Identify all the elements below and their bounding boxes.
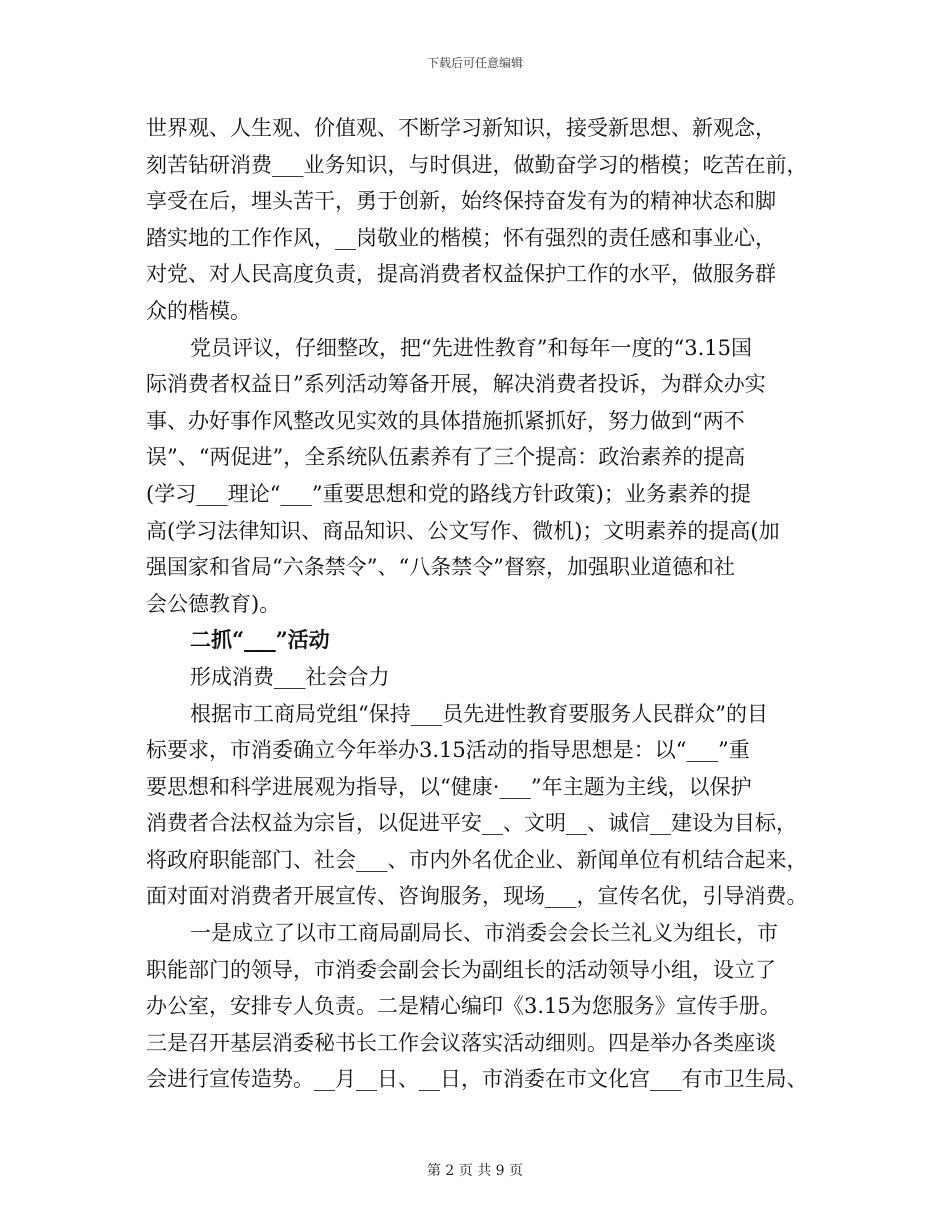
text-line: 际消费者权益日”系列活动筹备开展，解决消费者投诉，为群众办实 bbox=[146, 372, 766, 397]
text-line: 消费者合法权益为宗旨，以促进平安__、文明__、诚信__建设为目标， bbox=[146, 811, 797, 836]
document-body bbox=[146, 110, 826, 1098]
text-line: 职能部门的领导，市消委会副会长为副组长的活动领导小组，设立了 bbox=[146, 957, 776, 982]
text-line: 会进行宣传造势。__月__日、__日，市消委在市文化宫___有市卫生局、 bbox=[146, 1067, 808, 1092]
text-line: 会公德教育)。 bbox=[146, 591, 281, 616]
text-line: 众的楷模。 bbox=[146, 298, 251, 323]
text-line: 享受在后，埋头苦干，勇于创新，始终保持奋发有为的精神状态和脚 bbox=[146, 189, 776, 214]
text-line: 强国家和省局“六条禁令”、“八条禁令”督察，加强职业道德和社 bbox=[146, 555, 735, 580]
text-line: 误”、“两促进”，全系统队伍素养有了三个提高：政治素养的提高 bbox=[146, 445, 746, 470]
paragraph-start-line: 一是成立了以市工商局副局长、市消委会会长兰礼义为组长，市 bbox=[190, 921, 778, 946]
text-line: 事、办好事作风整改见实效的具体措施抓紧抓好，努力做到“两不 bbox=[146, 408, 745, 433]
paragraph-start-line: 党员评议，仔细整改，把“先进性教育”和每年一度的“3.15国 bbox=[190, 335, 752, 360]
text-line: 面对面对消费者开展宣传、咨询服务，现场___，宣传名优，引导消费。 bbox=[146, 884, 808, 909]
text-line: 刻苦钻研消费___业务知识，与时俱进，做勤奋学习的楷模；吃苦在前， bbox=[146, 152, 808, 177]
text-line: 世界观、人生观、价值观、不断学习新知识，接受新思想、新观念， bbox=[146, 116, 776, 140]
text-line: 办公室，安排专人负责。二是精心编印《3.15为您服务》宣传手册。 bbox=[146, 994, 781, 1019]
page-header: 下载后可任意编辑 bbox=[426, 56, 523, 70]
text-line: 对党、对人民高度负责，提高消费者权益保护工作的水平，做服务群 bbox=[146, 262, 776, 287]
page-number: 第 2 页 共 9 页 bbox=[426, 1163, 524, 1179]
text-line: 高(学习法律知识、商品知识、公文写作、微机)；文明素养的提高(加 bbox=[146, 518, 780, 543]
text-line: 要思想和科学进展观为指导，以“健康·___”年主题为主线，以保护 bbox=[146, 774, 752, 799]
text-line: 三是召开基层消委秘书长工作会议落实活动细则。四是举办各类座谈 bbox=[146, 1030, 776, 1055]
text-line: 标要求，市消委确立今年举办3.15活动的指导思想是：以“___”重 bbox=[146, 738, 750, 763]
section-subheading: 形成消费___社会合力 bbox=[190, 664, 390, 689]
text-line: 将政府职能部门、社会___、市内外名优企业、新闻单位有机结合起来， bbox=[146, 847, 808, 872]
text-line: (学习___理论“___”重要思想和党的路线方针政策)；业务素养的提 bbox=[146, 481, 751, 506]
section-heading: 二抓“___”活动 bbox=[190, 627, 330, 653]
text-line: 踏实地的工作作风，__岗敬业的楷模；怀有强烈的责任感和事业心， bbox=[146, 225, 776, 250]
paragraph-start-line: 根据市工商局党组“保持___员先进性教育要服务人民群众”的目 bbox=[190, 701, 768, 726]
